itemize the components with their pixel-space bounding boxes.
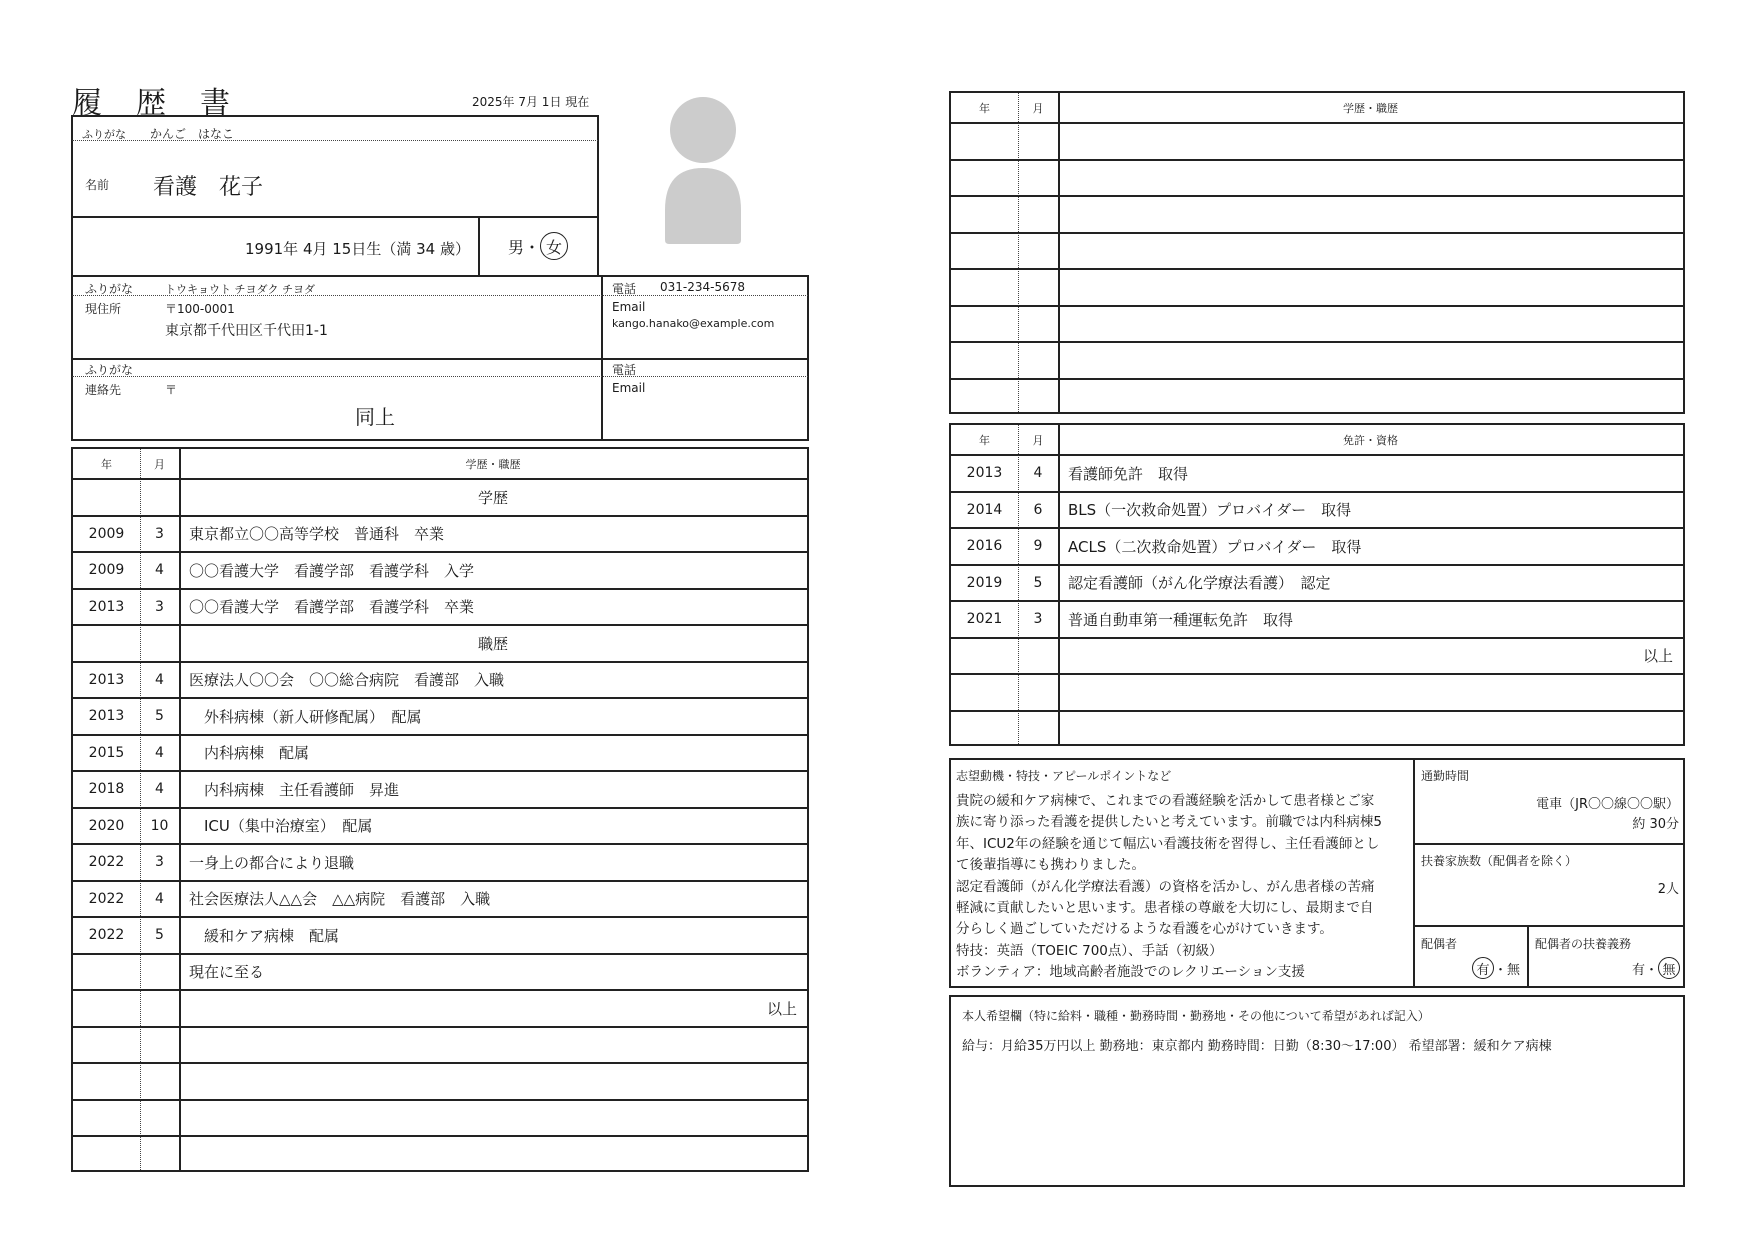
- row-year: 2013: [88, 708, 125, 725]
- row-month: [140, 1064, 179, 1099]
- spouse-no: 無: [1507, 962, 1521, 978]
- motivation-line: 年、ICU2年の経験を通じて幅広い看護技術を習得し、主任看護師とし: [956, 835, 1380, 852]
- row-year: [951, 307, 1018, 342]
- table-row: [73, 626, 807, 661]
- row-month: 3: [155, 525, 164, 542]
- row-content: 内科病棟 主任看護師 昇進: [189, 780, 400, 799]
- row-month: 4: [155, 671, 164, 688]
- row-year: [73, 991, 140, 1026]
- spouse-support-yes: 有: [1632, 962, 1646, 978]
- row-content: 〇〇看護大学 看護学部 看護学科 卒業: [189, 598, 475, 617]
- table-row: [951, 529, 1683, 564]
- full-name: 看護 花子: [153, 175, 264, 200]
- table-row: [73, 809, 807, 844]
- row-year: 2015: [88, 744, 125, 761]
- table-row: [951, 124, 1683, 159]
- row-content: [1068, 675, 1673, 710]
- table-row: [73, 882, 807, 917]
- row-year: 2022: [88, 854, 125, 871]
- row-content: BLS（一次救命処置）プロバイダー 取得: [1068, 501, 1352, 520]
- row-content: [1068, 161, 1673, 196]
- gender-separator: ・: [524, 237, 541, 257]
- licenses-qualifications-table: [949, 423, 1685, 746]
- row-content: [1068, 270, 1673, 305]
- table-row: [73, 1028, 807, 1063]
- row-year: [951, 270, 1018, 305]
- row-month: 3: [1033, 611, 1043, 628]
- photo-placeholder: [655, 90, 755, 245]
- table-row: [73, 590, 807, 625]
- row-year: 2013: [88, 671, 125, 688]
- row-year: 2009: [88, 562, 125, 579]
- wishes-label: 本人希望欄（特に給料・職種・勤務時間・勤務地・その他について希望があれば記入）: [962, 1009, 1430, 1023]
- table-row: [73, 918, 807, 953]
- row-content: 外科病棟（新人研修配属） 配属: [189, 707, 422, 726]
- row-month: [1018, 270, 1058, 305]
- row-content: [1068, 380, 1673, 415]
- row-content: 一身上の都合により退職: [189, 853, 355, 872]
- postal-code: 〒100-0001: [165, 302, 235, 316]
- wishes-text: 給与：月給35万円以上 勤務地：東京都内 勤務時間：日勤（8:30〜17:00） 希望部署：緩和ケア病棟: [962, 1039, 1552, 1054]
- row-year: 2021: [966, 611, 1003, 628]
- history-left-header-year: 年: [101, 457, 112, 471]
- row-content: [189, 1064, 797, 1099]
- name-label: 名前: [85, 178, 110, 192]
- table-row: [951, 380, 1683, 415]
- address-label: 現住所: [85, 302, 122, 316]
- row-year: 2013: [88, 598, 125, 615]
- commute-label: 通勤時間: [1421, 769, 1470, 783]
- row-year: [951, 675, 1018, 710]
- row-content: 認定看護師（がん化学療法看護） 認定: [1068, 574, 1331, 593]
- phone-number: 031-234-5678: [660, 280, 746, 294]
- row-month: [1018, 380, 1058, 415]
- row-month: 4: [155, 562, 164, 579]
- contact-phone-label: 電話: [612, 363, 637, 377]
- row-content: [189, 1137, 797, 1172]
- row-year: [73, 480, 140, 515]
- table-row: [951, 639, 1683, 674]
- row-month: [1018, 712, 1058, 747]
- row-content: [1068, 712, 1673, 747]
- table-row: [951, 566, 1683, 601]
- history-right-header-month: 月: [1032, 101, 1044, 115]
- table-row: [951, 602, 1683, 637]
- row-year: 2022: [88, 927, 125, 944]
- table-row: [73, 699, 807, 734]
- row-year: 2009: [88, 525, 125, 542]
- table-row: [951, 712, 1683, 747]
- row-month: [1018, 124, 1058, 159]
- row-content: 以上: [1642, 647, 1673, 666]
- row-content: 以上: [766, 999, 797, 1018]
- row-month: 3: [155, 854, 164, 871]
- row-content: 社会医療法人△△会 △△病院 看護部 入職: [189, 890, 491, 909]
- contact-furigana-label: ふりがな: [85, 363, 134, 377]
- row-month: [140, 480, 179, 515]
- row-year: 2013: [966, 465, 1003, 482]
- row-month: [140, 1028, 179, 1063]
- row-year: 2016: [966, 538, 1003, 555]
- row-month: [1018, 639, 1058, 674]
- education-work-history-table: [71, 447, 809, 1172]
- row-month: [140, 626, 179, 661]
- row-content: 看護師免許 取得: [1068, 464, 1189, 483]
- birth-date: 1991年 4月 15日生（満 34 歳）: [245, 240, 470, 258]
- row-year: 2019: [966, 574, 1003, 591]
- email-address: kango.hanako@example.com: [612, 317, 775, 330]
- motivation-line: て後輩指導にも携わりました。: [956, 857, 1145, 874]
- row-content: 現在に至る: [189, 963, 265, 982]
- table-row: [73, 955, 807, 990]
- education-work-history-table-continued: [949, 91, 1685, 414]
- table-row: [73, 772, 807, 807]
- gender-selector: [508, 232, 568, 260]
- table-row: [73, 736, 807, 771]
- spouse-support-label: 配偶者の扶養義務: [1535, 937, 1632, 951]
- spouse-yes-circled: 有: [1472, 957, 1494, 979]
- table-row: [73, 1064, 807, 1099]
- row-month: 4: [155, 781, 164, 798]
- document-title: 履 歴 書: [72, 86, 232, 121]
- row-month: [140, 1137, 179, 1172]
- table-row: [951, 456, 1683, 491]
- row-content: [1068, 307, 1673, 342]
- email-label: Email: [612, 300, 646, 314]
- row-content: [189, 1028, 797, 1063]
- row-month: 3: [155, 598, 164, 615]
- table-row: [73, 845, 807, 880]
- row-year: [951, 639, 1018, 674]
- row-year: 2022: [88, 890, 125, 907]
- address-line: 東京都千代田区千代田1-1: [165, 323, 328, 339]
- table-row: [951, 161, 1683, 196]
- row-year: [73, 1101, 140, 1136]
- table-row: [951, 197, 1683, 232]
- commute-route: 電車（JR〇〇線〇〇駅）: [1536, 797, 1679, 812]
- row-month: 5: [155, 708, 164, 725]
- address-furigana-label: ふりがな: [85, 282, 134, 296]
- table-row: [73, 480, 807, 515]
- row-month: [1018, 307, 1058, 342]
- row-content: 職歴: [477, 634, 508, 653]
- history-left-header-month: 月: [154, 457, 165, 471]
- row-month: 4: [1033, 465, 1043, 482]
- history-right-header-year: 年: [979, 101, 990, 115]
- gender-female-circled: 女: [540, 232, 568, 260]
- table-row: [73, 663, 807, 698]
- name-furigana: かんご はなこ: [150, 127, 235, 141]
- contact-label: 連絡先: [85, 383, 122, 397]
- spouse-selector: [1472, 957, 1520, 979]
- table-row: [73, 553, 807, 588]
- contact-same-as-above: 同上: [355, 405, 395, 429]
- row-month: 4: [155, 744, 164, 761]
- row-year: [951, 197, 1018, 232]
- row-month: [1018, 161, 1058, 196]
- motivation-line: 特技：英語（TOEIC 700点）、手話（初級）: [956, 942, 1223, 959]
- motivation-line: ボランティア：地域高齢者施設でのレクリエーション支援: [956, 964, 1305, 981]
- row-month: [1018, 197, 1058, 232]
- row-month: [140, 955, 179, 990]
- spouse-separator: ・: [1494, 962, 1508, 978]
- row-year: [73, 1137, 140, 1172]
- address-furigana: トウキョウト チヨダク チヨダ: [165, 283, 315, 296]
- table-row: [951, 493, 1683, 528]
- row-content: 学歴: [477, 488, 508, 507]
- motivation-line: 貴院の緩和ケア病棟で、これまでの看護経験を活かして患者様とご家: [956, 793, 1375, 809]
- row-month: 10: [150, 817, 169, 834]
- row-month: 4: [155, 890, 164, 907]
- row-content: 緩和ケア病棟 配属: [189, 926, 340, 945]
- table-row: [951, 675, 1683, 710]
- table-row: [951, 307, 1683, 342]
- row-month: 5: [1033, 574, 1043, 591]
- row-year: [951, 712, 1018, 747]
- row-month: [1018, 234, 1058, 269]
- row-year: 2014: [966, 501, 1003, 518]
- row-content: [1068, 343, 1673, 378]
- contact-email-label: Email: [612, 381, 646, 395]
- row-month: [140, 991, 179, 1026]
- row-content: 医療法人〇〇会 〇〇総合病院 看護部 入職: [189, 671, 505, 690]
- row-year: [951, 161, 1018, 196]
- row-month: 6: [1033, 501, 1043, 518]
- commute-time: 約 30分: [1632, 817, 1679, 832]
- row-month: [1018, 675, 1058, 710]
- row-content: 普通自動車第一種運転免許 取得: [1068, 610, 1294, 629]
- gender-male: 男: [508, 237, 525, 257]
- history-right-header-content: 学歴・職歴: [1343, 101, 1398, 115]
- motivation-line: 認定看護師（がん化学療法看護）の資格を活かし、がん患者様の苦痛: [956, 878, 1375, 895]
- row-content: [1068, 124, 1673, 159]
- row-month: [1018, 343, 1058, 378]
- row-month: [140, 1101, 179, 1136]
- phone-label: 電話: [612, 282, 637, 296]
- row-year: [73, 1028, 140, 1063]
- licenses-header-content: 免許・資格: [1343, 433, 1398, 447]
- spouse-support-separator: ・: [1645, 962, 1659, 978]
- dependents-count: 2人: [1657, 882, 1679, 897]
- row-content: ACLS（二次救命処置）プロバイダー 取得: [1068, 537, 1362, 556]
- spouse-label: 配偶者: [1421, 937, 1458, 951]
- table-row: [73, 1137, 807, 1172]
- motivation-text: [956, 791, 1408, 984]
- motivation-line: 族に寄り添った看護を提供したいと考えています。前職では内科病棟5: [956, 814, 1383, 831]
- row-content: 〇〇看護大学 看護学部 看護学科 入学: [189, 561, 475, 580]
- row-year: [951, 124, 1018, 159]
- dependents-label: 扶養家族数（配偶者を除く）: [1421, 854, 1578, 868]
- spouse-support-selector: [1632, 957, 1680, 979]
- table-row: [73, 1101, 807, 1136]
- person-silhouette-icon: [655, 90, 755, 245]
- row-month: 5: [155, 927, 164, 944]
- motivation-line: 軽減に貢献したいと思います。患者様の尊厳を大切にし、最期まで自: [956, 900, 1374, 917]
- spouse-support-no-circled: 無: [1658, 957, 1680, 979]
- row-month: 9: [1033, 538, 1043, 555]
- name-furigana-label: ふりがな: [82, 128, 126, 141]
- motivation-line: 分らしく過ごしていただけるような看護を心がけていきます。: [956, 921, 1333, 938]
- table-row: [951, 343, 1683, 378]
- row-year: [951, 343, 1018, 378]
- row-content: 内科病棟 配属: [189, 744, 310, 763]
- row-year: [73, 626, 140, 661]
- history-left-header-content: 学歴・職歴: [465, 457, 521, 471]
- row-year: [73, 1064, 140, 1099]
- row-content: [1068, 234, 1673, 269]
- row-year: [951, 380, 1018, 415]
- row-year: 2018: [88, 781, 125, 798]
- row-content: [189, 1101, 797, 1136]
- row-year: [73, 955, 140, 990]
- table-row: [73, 517, 807, 552]
- licenses-header-year: 年: [979, 433, 990, 447]
- motivation-label: 志望動機・特技・アピールポイントなど: [956, 769, 1172, 783]
- row-year: 2020: [88, 817, 125, 834]
- row-year: [951, 234, 1018, 269]
- row-content: 東京都立〇〇高等学校 普通科 卒業: [189, 525, 445, 544]
- table-row: [951, 234, 1683, 269]
- row-content: ICU（集中治療室） 配属: [189, 817, 373, 836]
- as-of-date: 2025年 7月 1日 現在: [472, 95, 590, 109]
- table-row: [73, 991, 807, 1026]
- table-row: [951, 270, 1683, 305]
- licenses-header-month: 月: [1032, 433, 1044, 447]
- contact-postal-mark: 〒: [165, 383, 178, 397]
- row-content: [1068, 197, 1673, 232]
